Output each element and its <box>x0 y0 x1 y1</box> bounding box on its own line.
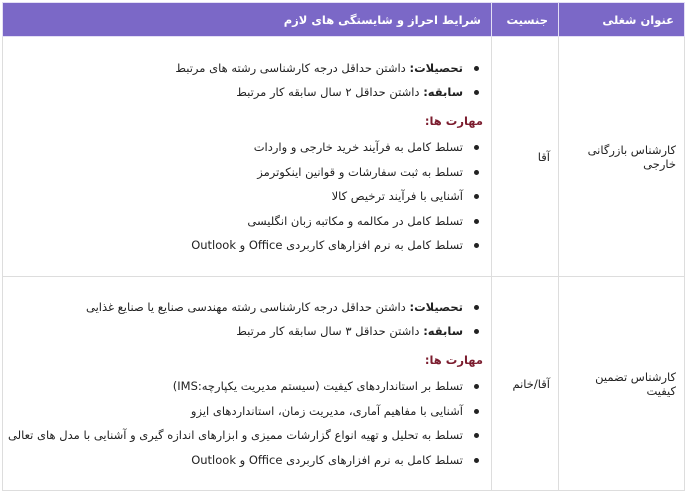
list-item: تسلط به تحلیل و تهیه انواع گزارشات ممیزی و ابزارهای اندازه گیری و آشنایی با مدل های تعالی <box>11 423 483 448</box>
list-item: تسلط کامل به نرم افزارهای کاربردی Office و Outlook <box>11 448 483 473</box>
header-requirements: شرایط احراز و شایستگی های لازم <box>3 3 492 37</box>
job-title-cell: کارشناس بازرگانی خارجی <box>559 37 685 277</box>
job-requirements-table <box>2 2 685 491</box>
list-item <box>11 319 483 344</box>
list-item: آشنایی با مفاهیم آماری، مدیریت زمان، استانداردهای ایزو <box>11 399 483 424</box>
skills-list <box>8 374 483 472</box>
job-title-cell: کارشناس تضمین کیفیت <box>559 277 685 491</box>
skills-heading: مهارت ها: <box>424 113 483 128</box>
requirements-cell <box>3 37 492 277</box>
skills-heading: مهارت ها: <box>424 352 483 367</box>
header-gender: جنسیت <box>492 3 559 37</box>
experience-value: داشتن حداقل ۲ سال سابقه کار مرتبط <box>236 85 424 99</box>
list-item <box>11 80 483 105</box>
list-item: آشنایی با فرآیند ترخیص کالا <box>11 184 483 209</box>
table-row <box>3 37 685 277</box>
list-item: تسلط کامل در مکالمه و مکاتبه زبان انگلیسی <box>11 209 483 234</box>
education-value: داشتن حداقل درجه کارشناسی رشته مهندسی صنایع یا صنایع غذایی <box>86 299 410 314</box>
gender-cell: آقا/خانم <box>492 277 559 491</box>
requirements-cell <box>3 277 492 491</box>
table-header-row <box>3 3 685 37</box>
list-item <box>11 56 483 81</box>
education-label: تحصیلات: <box>409 299 463 314</box>
education-value: داشتن حداقل درجه کارشناسی رشته های مرتبط <box>175 60 410 75</box>
table-row <box>3 277 685 491</box>
gender-cell: آقا <box>492 37 559 277</box>
basic-requirements-list <box>11 295 483 344</box>
education-label: تحصیلات: <box>409 60 463 75</box>
list-item: تسلط به ثبت سفارشات و قوانین اینکوترمز <box>11 160 483 185</box>
skills-list <box>11 135 483 258</box>
list-item <box>11 295 483 320</box>
experience-label: سابقه: <box>423 85 463 99</box>
experience-value: داشتن حداقل ۳ سال سابقه کار مرتبط <box>236 324 424 339</box>
list-item: تسلط بر استانداردهای کیفیت (سیستم مدیریت یکپارچه:IMS) <box>11 374 483 399</box>
list-item: تسلط کامل به فرآیند خرید خارجی و واردات <box>11 135 483 160</box>
header-job-title: عنوان شغلی <box>559 3 685 37</box>
list-item: تسلط کامل به نرم افزارهای کاربردی Office و Outlook <box>11 233 483 258</box>
basic-requirements-list <box>11 56 483 105</box>
experience-label: سابقه: <box>423 324 463 339</box>
